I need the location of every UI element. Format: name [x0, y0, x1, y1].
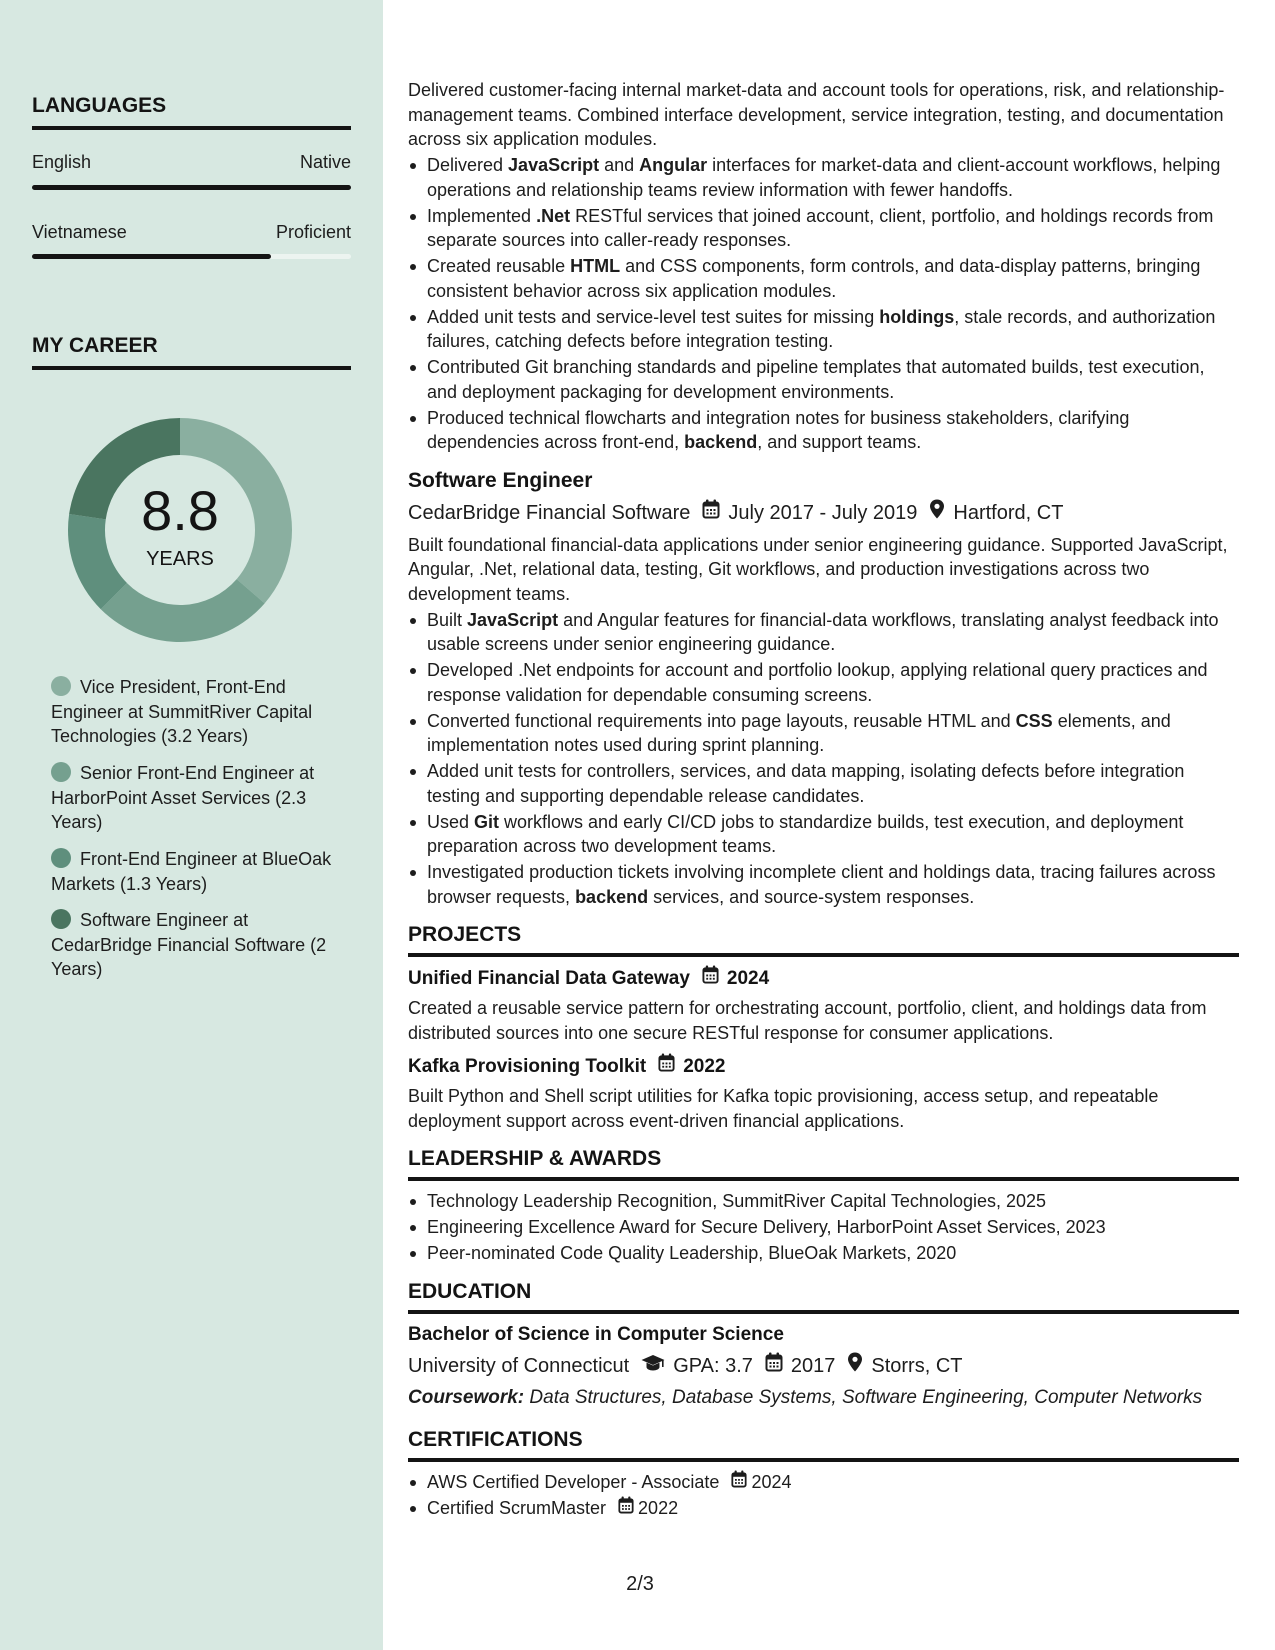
main-content [408, 78, 1239, 1521]
language-bar-fill [32, 185, 351, 190]
awards-list [408, 1189, 1239, 1266]
list-item: Developed .Net endpoints for account and portfolio lookup, applying relational query practices and response validation for dependable consuming screens. [408, 658, 1239, 707]
education-heading: EDUCATION [408, 1278, 1239, 1314]
list-item: Investigated production tickets involving incomplete client and holdings data, tracing failures across browser requests, backend services, and source-system responses. [408, 860, 1239, 909]
sidebar [0, 0, 383, 1650]
certification-name: AWS Certified Developer - Associate [427, 1472, 720, 1492]
coursework-label: Coursework: [408, 1386, 525, 1408]
career-role-text: Senior Front-End Engineer at HarborPoint Asset Services (2.3 Years) [51, 763, 315, 832]
career-total-years: 8.8 [141, 479, 219, 542]
career-legend-dot [51, 676, 71, 696]
previous-job-summary: Delivered customer-facing internal market-data and account tools for operations, risk, and relationship-management teams. Combined interface development, service integration, testing, and documentation across six application modules. [408, 80, 1225, 149]
calendar-icon [765, 1352, 783, 1380]
list-item: Converted functional requirements into page layouts, reusable HTML and CSS elements, and implementation notes used during sprint planning. [408, 709, 1239, 758]
project-year: 2024 [726, 967, 770, 989]
certification-name: Certified ScrumMaster [427, 1498, 607, 1518]
list-item: Produced technical flowcharts and integration notes for business stakeholders, clarifying dependencies across front-end, backend, and support teams. [408, 406, 1239, 455]
career-role-item [51, 908, 336, 982]
list-item: Created reusable HTML and CSS components, form controls, and data-display patterns, bringing consistent behavior across six application modules. [408, 254, 1239, 303]
calendar-icon [618, 1496, 634, 1521]
project-description: Built Python and Shell script utilities for Kafka topic provisioning, access setup, and repeatable deployment support across event-driven financial applications. [408, 1086, 1159, 1131]
calendar-icon [702, 965, 719, 992]
list-item: Built JavaScript and Angular features for financial-data workflows, translating analyst feedback into usable screens under senior engineering guidance. [408, 608, 1239, 657]
list-item: Engineering Excellence Award for Secure Delivery, HarborPoint Asset Services, 2023 [408, 1215, 1239, 1240]
career-legend-dot [51, 762, 71, 782]
list-item: Peer-nominated Code Quality Leadership, BlueOak Markets, 2020 [408, 1241, 1239, 1266]
list-item: Contributed Git branching standards and pipeline templates that automated builds, test execution, and deployment packaging for development environments. [408, 355, 1239, 404]
career-role-item [51, 761, 336, 835]
list-item: Delivered JavaScript and Angular interfaces for market-data and client-account workflows, helping operations and relationship teams review information with fewer handoffs. [408, 153, 1239, 202]
education-school: University of Connecticut [408, 1354, 630, 1377]
career-legend-dot [51, 848, 71, 868]
education-gpa: GPA: 3.7 [673, 1354, 753, 1377]
career-role-item [51, 675, 336, 749]
career-role-item [51, 847, 336, 896]
education-location: Storrs, CT [871, 1354, 963, 1377]
project-title-row [408, 965, 1239, 992]
job-dates: July 2017 - July 2019 [728, 501, 918, 524]
list-item [408, 1470, 1239, 1495]
language-level: Proficient [275, 222, 351, 242]
career-role-text: Vice President, Front-End Engineer at SummitRiver Capital Technologies (3.2 Years) [51, 677, 313, 746]
project-year: 2022 [683, 1055, 726, 1077]
career-role-text: Front-End Engineer at BlueOak Markets (1.3 Years) [51, 849, 332, 894]
job-title: Software Engineer [408, 468, 593, 492]
education-coursework [408, 1386, 1239, 1411]
list-item: Implemented .Net RESTful services that joined account, client, portfolio, and holdings records from separate sources into caller-ready responses. [408, 204, 1239, 253]
career-role-text: Software Engineer at CedarBridge Financial Software (2 Years) [51, 910, 327, 979]
education-meta [408, 1352, 1239, 1380]
calendar-icon [702, 499, 720, 527]
education-year: 2017 [790, 1354, 836, 1377]
calendar-icon [731, 1470, 747, 1495]
education-degree: Bachelor of Science in Computer Science [408, 1323, 784, 1345]
certifications-list [408, 1470, 1239, 1521]
career-donut-chart [62, 412, 298, 648]
list-item: Used Git workflows and early CI/CD jobs to standardize builds, test execution, and deployment preparation across two development teams. [408, 810, 1239, 859]
awards-heading: LEADERSHIP & AWARDS [408, 1145, 1239, 1181]
job-location: Hartford, CT [953, 501, 1064, 524]
language-bar-fill [32, 254, 271, 259]
list-item: Added unit tests and service-level test suites for missing holdings, stale records, and authorization failures, catching defects before integration testing. [408, 305, 1239, 354]
language-name: Vietnamese [32, 222, 127, 242]
language-bar-vietnamese [32, 254, 351, 259]
certification-year: 2024 [751, 1472, 792, 1492]
list-item [408, 1496, 1239, 1521]
list-item: Added unit tests for controllers, services, and data mapping, isolating defects before integration testing and supporting dependable release candidates. [408, 759, 1239, 808]
project-title: Kafka Provisioning Toolkit [408, 1055, 647, 1077]
project-title: Unified Financial Data Gateway [408, 967, 690, 989]
career-legend-dot [51, 909, 71, 929]
page-number: 2/3 [626, 1573, 654, 1595]
job-meta [408, 499, 1239, 527]
project-title-row [408, 1053, 1239, 1080]
certification-year: 2022 [638, 1498, 679, 1518]
career-donut-slice-2 [101, 579, 265, 642]
project-description: Created a reusable service pattern for orchestrating account, portfolio, client, and holdings data from distributed sources into one secure RESTful response for consumer applications. [408, 998, 1207, 1043]
language-bar-english [32, 185, 351, 190]
projects-heading: PROJECTS [408, 921, 1239, 957]
map-pin-icon [929, 499, 945, 527]
language-row-vietnamese [32, 222, 351, 243]
languages-heading: LANGUAGES [32, 94, 351, 130]
calendar-icon [658, 1053, 675, 1080]
language-name: English [32, 152, 92, 172]
career-total-unit: YEARS [146, 548, 214, 570]
career-heading: MY CAREER [32, 334, 351, 370]
coursework-list: Data Structures, Database Systems, Software Engineering, Computer Networks [529, 1386, 1203, 1408]
job-bullets [408, 608, 1239, 910]
previous-job-bullets [408, 153, 1239, 455]
job-summary: Built foundational financial-data applications under senior engineering guidance. Supported JavaScript, Angular, .Net, relational data, testing, Git workflows, and production investigations across two development teams. [408, 534, 1228, 604]
language-row-english [32, 152, 351, 173]
list-item: Technology Leadership Recognition, SummitRiver Capital Technologies, 2025 [408, 1189, 1239, 1214]
job-company: CedarBridge Financial Software [408, 501, 691, 524]
certifications-heading: CERTIFICATIONS [408, 1426, 1239, 1462]
map-pin-icon [847, 1352, 863, 1380]
graduation-cap-icon [641, 1352, 665, 1380]
language-level: Native [299, 152, 351, 172]
